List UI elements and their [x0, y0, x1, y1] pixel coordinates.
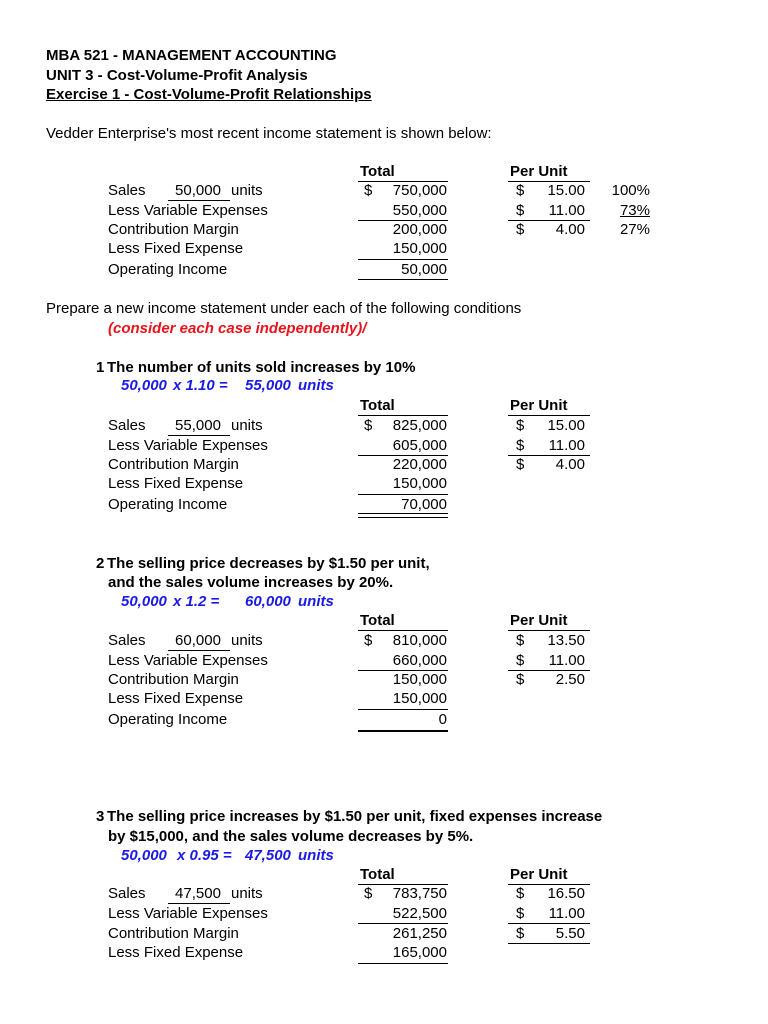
variable-label: Less Variable Expenses	[108, 905, 268, 922]
total-oi: 70,000	[401, 496, 447, 513]
cm-label: Contribution Margin	[108, 671, 239, 688]
total-variable: 522,500	[392, 905, 447, 922]
total-variable: 660,000	[392, 652, 447, 669]
course-title: MBA 521 - MANAGEMENT ACCOUNTING	[46, 47, 337, 64]
total-header: Total	[360, 866, 395, 883]
case-3-title-cont: by $15,000, and the sales volume decreases by 5%.	[108, 828, 474, 845]
subtotal-rule	[358, 709, 448, 710]
oi-label: Operating Income	[108, 496, 228, 513]
subtotal-rule	[358, 259, 448, 260]
case-2-title-cont: and the sales volume increases by 20%.	[108, 574, 394, 591]
total-header-rule	[358, 415, 448, 416]
case-2-calc-result: 60,000	[245, 593, 291, 610]
sales-units-value: 55,000	[175, 417, 221, 434]
total-variable: 605,000	[392, 437, 447, 454]
total-rule	[358, 279, 448, 280]
case-1-calc-factor: x 1.10 =	[173, 377, 228, 394]
fixed-label: Less Fixed Expense	[108, 240, 244, 257]
sales-label: Sales	[108, 885, 146, 902]
per-unit-sales: 15.00	[547, 182, 585, 199]
case-1-title: The number of units sold increases by 10%	[107, 359, 416, 376]
total-sales: 783,750	[392, 885, 447, 902]
cm-label: Contribution Margin	[108, 221, 239, 238]
total-rule	[508, 943, 590, 944]
instructions-line2: (consider each case independently)/	[108, 320, 367, 337]
sales-units-value: 50,000	[175, 182, 221, 199]
total-sales: 750,000	[392, 182, 447, 199]
total-fixed: 165,000	[392, 944, 447, 961]
per-unit-header: Per Unit	[510, 866, 568, 883]
total-fixed: 150,000	[392, 240, 447, 257]
case-3-calc-result: 47,500	[245, 847, 291, 864]
dollar-sign: $	[364, 632, 373, 649]
units-label: units	[231, 417, 263, 434]
case-1-number: 1	[96, 359, 105, 376]
subtotal-rule	[358, 963, 448, 964]
sales-units-value: 60,000	[175, 632, 221, 649]
dollar-sign: $	[516, 417, 525, 434]
pct-cm: 27%	[619, 221, 650, 238]
dollar-sign: $	[364, 417, 373, 434]
sales-units-rule	[168, 435, 230, 436]
dollar-sign: $	[364, 182, 373, 199]
total-header: Total	[360, 397, 395, 414]
fixed-label: Less Fixed Expense	[108, 475, 244, 492]
case-2-calc-units: units	[298, 593, 334, 610]
fixed-label: Less Fixed Expense	[108, 690, 244, 707]
total-cm: 150,000	[392, 671, 447, 688]
dollar-sign: $	[364, 885, 373, 902]
dollar-sign: $	[516, 925, 525, 942]
per-unit-variable: 11.00	[548, 652, 585, 669]
exercise-title: Exercise 1 - Cost-Volume-Profit Relationships	[46, 86, 372, 103]
total-sales: 825,000	[392, 417, 447, 434]
dollar-sign: $	[516, 202, 525, 219]
total-oi: 50,000	[401, 261, 447, 278]
units-label: units	[231, 885, 263, 902]
case-1-calc-units: units	[298, 377, 334, 394]
case-1-calc-base: 50,000	[121, 377, 167, 394]
dollar-sign: $	[516, 437, 525, 454]
case-2-number: 2	[96, 555, 105, 572]
intro-text: Vedder Enterprise's most recent income statement is shown below:	[46, 125, 492, 142]
sales-units-rule	[168, 200, 230, 201]
instructions-line1: Prepare a new income statement under each of the following conditions	[46, 300, 522, 317]
per-unit-sales: 16.50	[547, 885, 585, 902]
dollar-sign: $	[516, 671, 525, 688]
per-unit-cm: 4.00	[555, 456, 585, 473]
per-unit-header: Per Unit	[510, 163, 568, 180]
case-3-number: 3	[96, 808, 105, 825]
oi-label: Operating Income	[108, 261, 228, 278]
units-label: units	[231, 632, 263, 649]
unit-title: UNIT 3 - Cost-Volume-Profit Analysis	[46, 67, 308, 84]
variable-label: Less Variable Expenses	[108, 437, 268, 454]
sales-units-value: 47,500	[175, 885, 221, 902]
cm-label: Contribution Margin	[108, 456, 239, 473]
oi-label: Operating Income	[108, 711, 228, 728]
total-cm: 200,000	[392, 221, 447, 238]
per-unit-header: Per Unit	[510, 397, 568, 414]
per-unit-cm: 5.50	[555, 925, 585, 942]
pct-variable: 73%	[619, 202, 650, 219]
sales-units-rule	[168, 903, 230, 904]
per-unit-variable: 11.00	[548, 905, 585, 922]
per-unit-cm: 2.50	[555, 671, 585, 688]
dollar-sign: $	[516, 905, 525, 922]
per-unit-cm: 4.00	[555, 221, 585, 238]
total-sales: 810,000	[392, 632, 447, 649]
per-unit-sales: 13.50	[547, 632, 585, 649]
fixed-label: Less Fixed Expense	[108, 944, 244, 961]
case-2-calc-base: 50,000	[121, 593, 167, 610]
case-3-title: The selling price increases by $1.50 per unit, fixed expenses increase	[107, 808, 603, 825]
total-variable: 550,000	[392, 202, 447, 219]
cm-label: Contribution Margin	[108, 925, 239, 942]
total-cm: 220,000	[392, 456, 447, 473]
total-rule	[358, 730, 448, 732]
per-unit-header: Per Unit	[510, 612, 568, 629]
sales-units-rule	[168, 650, 230, 651]
dollar-sign: $	[516, 885, 525, 902]
per-unit-variable: 11.00	[548, 202, 585, 219]
pct-sales: 100%	[611, 182, 650, 199]
total-cm: 261,250	[392, 925, 447, 942]
total-header-rule	[358, 630, 448, 631]
double-total-rule	[358, 513, 448, 518]
subtotal-rule	[508, 923, 590, 924]
dollar-sign: $	[516, 652, 525, 669]
dollar-sign: $	[516, 182, 525, 199]
per-unit-sales: 15.00	[547, 417, 585, 434]
total-fixed: 150,000	[392, 690, 447, 707]
case-2-calc-factor: x 1.2 =	[173, 593, 220, 610]
sales-label: Sales	[108, 417, 146, 434]
per-unit-header-rule	[508, 630, 590, 631]
case-2-title: The selling price decreases by $1.50 per unit,	[107, 555, 430, 572]
dollar-sign: $	[516, 221, 525, 238]
total-header: Total	[360, 612, 395, 629]
variable-label: Less Variable Expenses	[108, 202, 268, 219]
units-label: units	[231, 182, 263, 199]
total-oi: 0	[438, 711, 447, 728]
subtotal-rule	[358, 923, 448, 924]
subtotal-rule	[358, 494, 448, 495]
total-fixed: 150,000	[392, 475, 447, 492]
variable-label: Less Variable Expenses	[108, 652, 268, 669]
case-3-calc-base: 50,000	[121, 847, 167, 864]
sales-label: Sales	[108, 182, 146, 199]
dollar-sign: $	[516, 456, 525, 473]
case-1-calc-result: 55,000	[245, 377, 291, 394]
case-3-calc-factor: x 0.95 =	[177, 847, 232, 864]
dollar-sign: $	[516, 632, 525, 649]
sales-label: Sales	[108, 632, 146, 649]
per-unit-header-rule	[508, 415, 590, 416]
per-unit-variable: 11.00	[548, 437, 585, 454]
total-header: Total	[360, 163, 395, 180]
case-3-calc-units: units	[298, 847, 334, 864]
